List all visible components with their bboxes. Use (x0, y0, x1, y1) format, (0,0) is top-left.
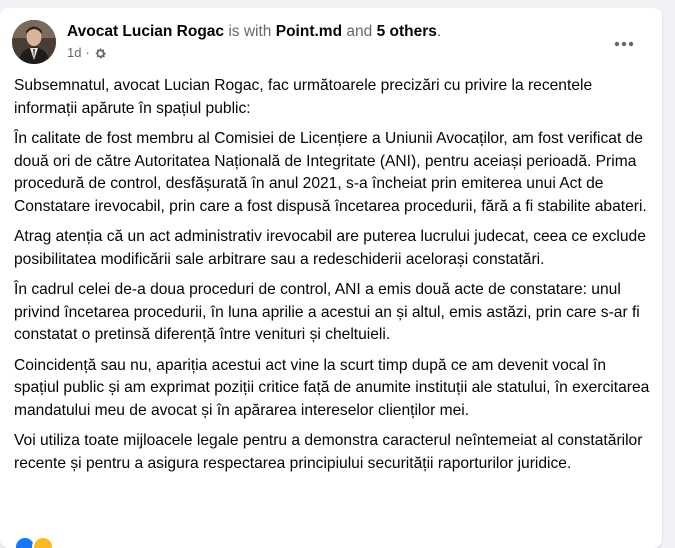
author-avatar[interactable] (12, 20, 56, 64)
post-title-line (67, 21, 441, 43)
haha-icon (32, 536, 54, 548)
more-options-icon (614, 41, 634, 47)
meta-separator: · (85, 45, 90, 60)
post-paragraph: Subsemnatul, avocat Lucian Rogac, fac următoarele precizări cu privire la recentele informații apărute în spațiul public: (14, 77, 593, 117)
reactions-summary[interactable] (14, 536, 50, 548)
gear-icon[interactable] (94, 47, 107, 60)
post-paragraph: În cadrul celei de-a doua proceduri de control, ANI a emis două acte de constatare: unul privind încetarea procedurii, în luna aprilie a acestui an și altul, emis astăzi, prin care s-ar fi constatat o pretinsă diferență între venituri și cheltuieli. (14, 281, 640, 343)
post-paragraph: Voi utiliza toate mijloacele legale pentru a demonstra caracterul neîntemeiat al constatărilor recente și pentru a asigura respectarea principiului securității raporturilor juridice. (14, 432, 643, 472)
post-meta (67, 44, 441, 62)
header-text (67, 21, 441, 62)
post-paragraph: Coincidență sau nu, apariția acestui act vine la scurt timp după ce am devenit vocal în spațiul public și am exprimat poziții critice față de anumite instituții ale statului, în exercitarea mandatului meu de avocat și în apărarea intereselor clienților mei. (14, 356, 650, 419)
title-period: . (436, 23, 442, 40)
author-name[interactable]: Avocat Lucian Rogac (67, 23, 225, 40)
and-text: and (346, 23, 373, 40)
tagged-page-link[interactable]: Point.md (275, 23, 343, 40)
post-timestamp[interactable]: 1d (67, 45, 82, 60)
with-text: is with (228, 23, 272, 40)
post-card (0, 8, 662, 548)
post-header (12, 20, 650, 66)
post-paragraph: În calitate de fost membru al Comisiei de Licențiere a Uniunii Avocaților, am fost verificat de două ori de către Autoritatea Națională de Integritate (ANI), pentru aceiași perioadă. Prima procedură de control, desfășurată în anul 2021, s-a încheiat prin emiterea unui Act de Constatare irevocabil, prin care a fost dispusă încetarea procedurii, fără a fi stabilite abateri. (14, 130, 647, 215)
others-link[interactable]: 5 others (376, 23, 437, 40)
post-paragraph: Atrag atenția că un act administrativ irevocabil are puterea lucrului judecat, ceea ce exclude posibilitatea modificării sale arbitrare sau a redeschiderii acelorași constatări. (14, 228, 646, 268)
post-body (14, 75, 654, 483)
avatar-image (12, 20, 56, 64)
more-options-button[interactable] (606, 26, 642, 62)
